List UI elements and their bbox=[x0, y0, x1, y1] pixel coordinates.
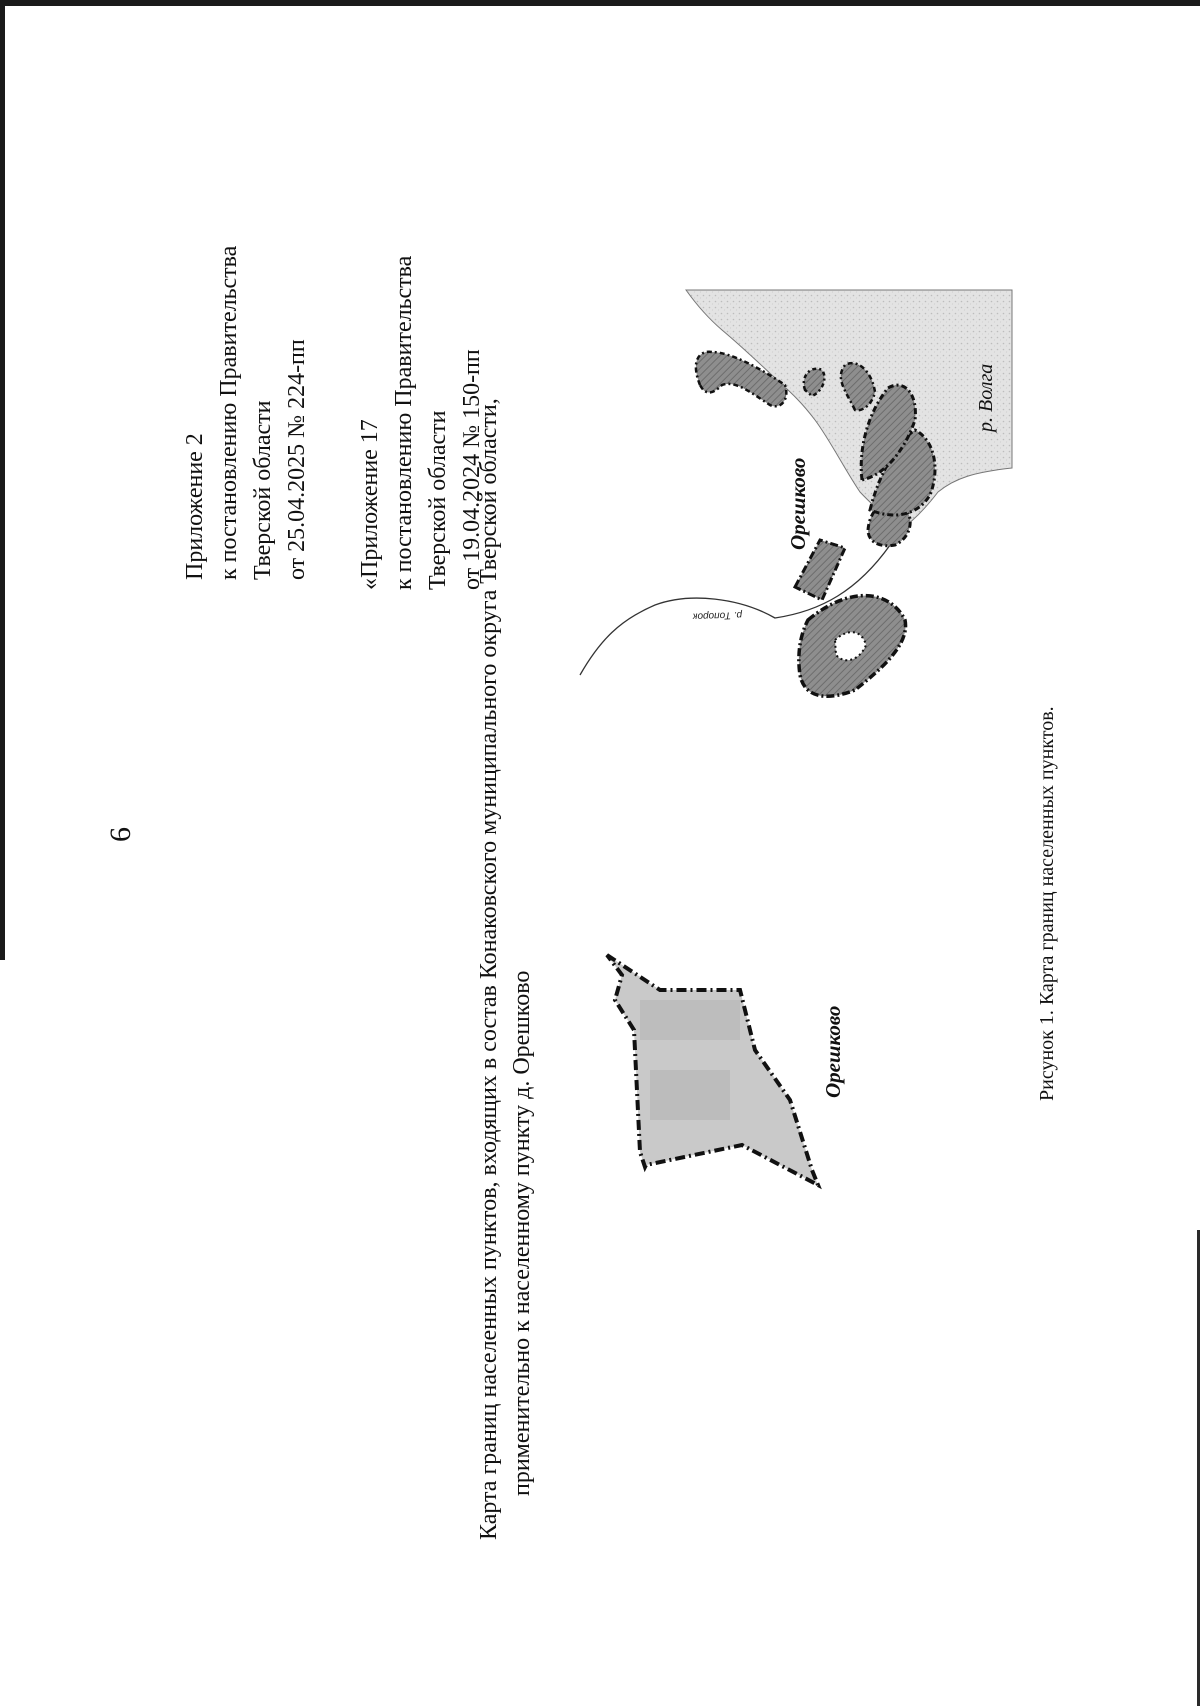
annex-current-line3: Тверской области bbox=[250, 400, 276, 580]
annex-current-line2: к постановлению Правительства bbox=[216, 245, 242, 580]
annex-previous-line4: от 19.04.2024 № 150-пп bbox=[459, 349, 485, 590]
page-number: 6 bbox=[104, 827, 137, 842]
volga-water bbox=[686, 290, 1012, 530]
annex-current-line1: Приложение 2 bbox=[182, 433, 208, 580]
river-volga-label: р. Волга bbox=[975, 363, 997, 432]
left-map-shade-1 bbox=[640, 1000, 740, 1040]
annex-previous-line3: Тверской области bbox=[425, 410, 451, 590]
map-title-line2: применительно к населенному пункту д. Орешково bbox=[509, 970, 535, 1496]
annex-previous-line2: к постановлению Правительства bbox=[391, 255, 417, 590]
map-title-line1: Карта границ населенных пунктов, входящих в состав Конаковского муниципального округа Тверской области, bbox=[476, 398, 502, 1540]
annex-current-line4: от 25.04.2025 № 224-пп bbox=[284, 339, 310, 580]
settlement-label-right: Орешково bbox=[786, 457, 810, 550]
settlement-label-left: Орешково bbox=[821, 1005, 845, 1098]
river-topor-label: р. Топорок bbox=[692, 609, 743, 622]
figure-caption: Рисунок 1. Карта границ населенных пунктов. bbox=[1036, 706, 1058, 1101]
left-map-shade-2 bbox=[650, 1070, 730, 1120]
annex-previous-line1: «Приложение 17 bbox=[357, 419, 383, 590]
